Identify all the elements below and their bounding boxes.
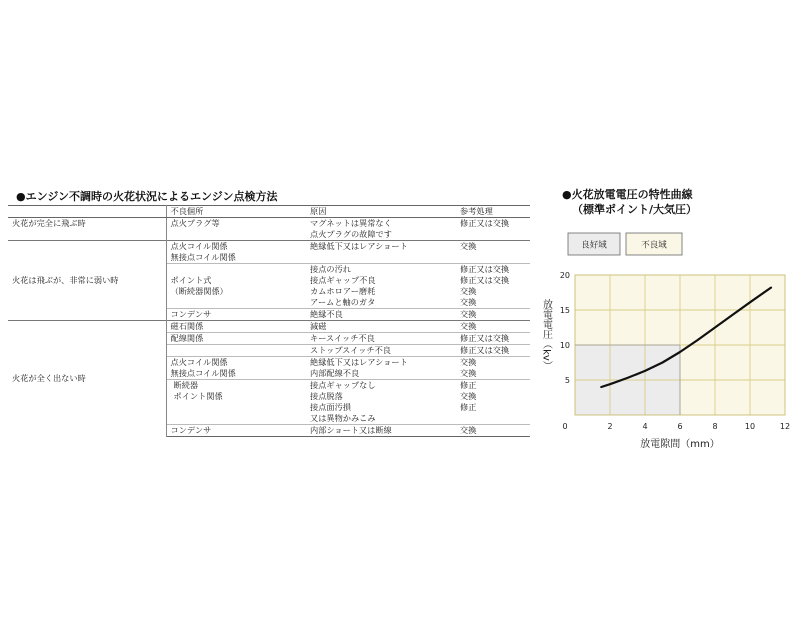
y-tick-label: 10 bbox=[559, 341, 570, 350]
faulty-part bbox=[166, 218, 306, 241]
remedy bbox=[456, 241, 530, 264]
faulty-part bbox=[166, 425, 306, 437]
faulty-part-line: 点火コイル関係 bbox=[170, 241, 228, 251]
cause bbox=[306, 345, 456, 357]
cause-line: 接点の汚れ bbox=[310, 264, 351, 274]
x-tick-label: 2 bbox=[607, 422, 613, 431]
faulty-part-line: （断続器関係） bbox=[170, 286, 228, 296]
remedy-line: 修正 bbox=[460, 380, 477, 390]
cause bbox=[306, 357, 456, 380]
remedy-line: 交換 bbox=[460, 357, 477, 367]
remedy-line: 修正又は交換 bbox=[460, 333, 510, 343]
faulty-part bbox=[166, 345, 306, 357]
discharge-voltage-chart bbox=[530, 225, 800, 455]
cause bbox=[306, 380, 456, 425]
remedy-line: 修正又は交換 bbox=[460, 218, 510, 228]
cause bbox=[306, 333, 456, 345]
remedy-line: 交換 bbox=[460, 368, 477, 378]
faulty-part-line: ポイント式 bbox=[170, 275, 212, 285]
remedy bbox=[456, 264, 530, 309]
remedy-line: 交換 bbox=[460, 241, 477, 251]
faulty-part bbox=[166, 333, 306, 345]
cause-line: 接点ギャップなし bbox=[310, 380, 376, 390]
faulty-part-line: 点火コイル関係 bbox=[170, 357, 228, 367]
cause-line: 絶縁不良 bbox=[310, 309, 343, 319]
y-tick-label: 15 bbox=[559, 306, 570, 315]
table-header-row bbox=[8, 206, 530, 218]
remedy-line: 修正又は交換 bbox=[460, 264, 510, 274]
inspection-table-grid bbox=[8, 205, 530, 437]
remedy-line bbox=[460, 229, 526, 240]
cause-line: 点火プラグの故障です bbox=[310, 229, 392, 239]
cause-line: カムホロアー磨耗 bbox=[310, 286, 376, 296]
remedy-line: 修正又は交換 bbox=[460, 275, 510, 285]
remedy-line: 修正又は交換 bbox=[460, 345, 510, 355]
column-header: 参考処理 bbox=[456, 206, 530, 218]
column-header: 原因 bbox=[306, 206, 456, 218]
cause bbox=[306, 218, 456, 241]
x-tick-label: 6 bbox=[677, 422, 683, 431]
cause-line: キースイッチ不良 bbox=[310, 333, 375, 343]
legend-label: 良好域 bbox=[581, 240, 607, 251]
spark-condition: 火花が全く出ない時 bbox=[8, 321, 166, 437]
remedy-line: 修正 bbox=[460, 402, 477, 412]
x-tick-label: 4 bbox=[642, 422, 648, 431]
remedy-line: 交換 bbox=[460, 321, 477, 331]
faulty-part-line: 断続器 bbox=[173, 380, 199, 390]
faulty-part-line: 磁石関係 bbox=[170, 321, 204, 331]
remedy bbox=[456, 357, 530, 380]
column-header bbox=[8, 206, 166, 218]
remedy-line: 交換 bbox=[460, 425, 477, 435]
spark-condition: 火花は飛ぶが、非常に弱い時 bbox=[8, 241, 166, 321]
spark-condition: 火花が完全に飛ぶ時 bbox=[8, 218, 166, 241]
faulty-part-line bbox=[171, 345, 303, 356]
faulty-part-line: コンデンサ bbox=[170, 425, 212, 435]
cause-line: 又は異物かみこみ bbox=[310, 413, 376, 423]
chart-title: ●火花放電電圧の特性曲線 bbox=[562, 188, 693, 201]
faulty-part bbox=[166, 357, 306, 380]
faulty-part bbox=[166, 264, 306, 309]
x-tick-label: 0 bbox=[562, 422, 568, 431]
cause-line: 接点面汚損 bbox=[310, 402, 351, 412]
table-row bbox=[8, 241, 530, 264]
cause bbox=[306, 241, 456, 264]
faulty-part-line: ポイント関係 bbox=[173, 391, 223, 401]
x-tick-label: 12 bbox=[779, 422, 791, 431]
remedy bbox=[456, 345, 530, 357]
remedy bbox=[456, 333, 530, 345]
y-axis-label: 放電電圧（kv） bbox=[540, 299, 552, 371]
cause bbox=[306, 321, 456, 333]
cause bbox=[306, 309, 456, 321]
faulty-part bbox=[166, 380, 306, 425]
cause-line: マグネットは異常なく bbox=[310, 218, 392, 228]
faulty-part-line bbox=[171, 264, 303, 275]
table-title: ●エンジン不調時の火花状況によるエンジン点検方法 bbox=[16, 190, 278, 203]
faulty-part bbox=[166, 321, 306, 333]
cause bbox=[306, 425, 456, 437]
faulty-part bbox=[166, 241, 306, 264]
remedy-line bbox=[460, 413, 526, 424]
x-tick-label: 8 bbox=[712, 422, 718, 431]
remedy bbox=[456, 425, 530, 437]
x-axis-label: 放電隙間（mm） bbox=[640, 439, 720, 450]
y-tick-label: 20 bbox=[559, 271, 570, 280]
table-row bbox=[8, 321, 530, 333]
faulty-part-line: 配線関係 bbox=[170, 333, 204, 343]
faulty-part-line: コンデンサ bbox=[170, 309, 212, 319]
remedy-line: 交換 bbox=[460, 391, 477, 401]
cause-line: 減磁 bbox=[310, 321, 327, 331]
remedy bbox=[456, 380, 530, 425]
faulty-part-line: 無接点コイル関係 bbox=[170, 252, 236, 262]
faulty-part-line: 無接点コイル関係 bbox=[170, 368, 236, 378]
cause-line: 絶縁低下又はレアショート bbox=[310, 241, 408, 251]
cause bbox=[306, 264, 456, 309]
remedy bbox=[456, 321, 530, 333]
legend-label: 不良域 bbox=[641, 240, 667, 251]
remedy-line: 交換 bbox=[460, 286, 477, 296]
cause-line: 絶縁低下又はレアショート bbox=[310, 357, 408, 367]
faulty-part bbox=[166, 309, 306, 321]
y-tick-label: 5 bbox=[564, 376, 570, 385]
remedy-line: 交換 bbox=[460, 297, 477, 307]
cause-line: 内部配線不良 bbox=[310, 368, 360, 378]
remedy bbox=[456, 309, 530, 321]
cause-line: ストップスイッチ不良 bbox=[310, 345, 391, 355]
faulty-part-line: 点火プラグ等 bbox=[170, 218, 220, 228]
inspection-table bbox=[8, 205, 530, 437]
cause-line: 内部ショート又は断線 bbox=[310, 425, 392, 435]
cause-line: 接点ギャップ不良 bbox=[310, 275, 376, 285]
cause-line: アームと軸のガタ bbox=[310, 297, 376, 307]
remedy bbox=[456, 218, 530, 241]
remedy-line: 交換 bbox=[460, 309, 477, 319]
chart-subtitle: （標準ポイント/大気圧） bbox=[572, 203, 698, 216]
column-header: 不良個所 bbox=[166, 206, 306, 218]
table-row bbox=[8, 218, 530, 241]
cause-line: 接点脱落 bbox=[310, 391, 343, 401]
x-tick-label: 10 bbox=[744, 422, 756, 431]
